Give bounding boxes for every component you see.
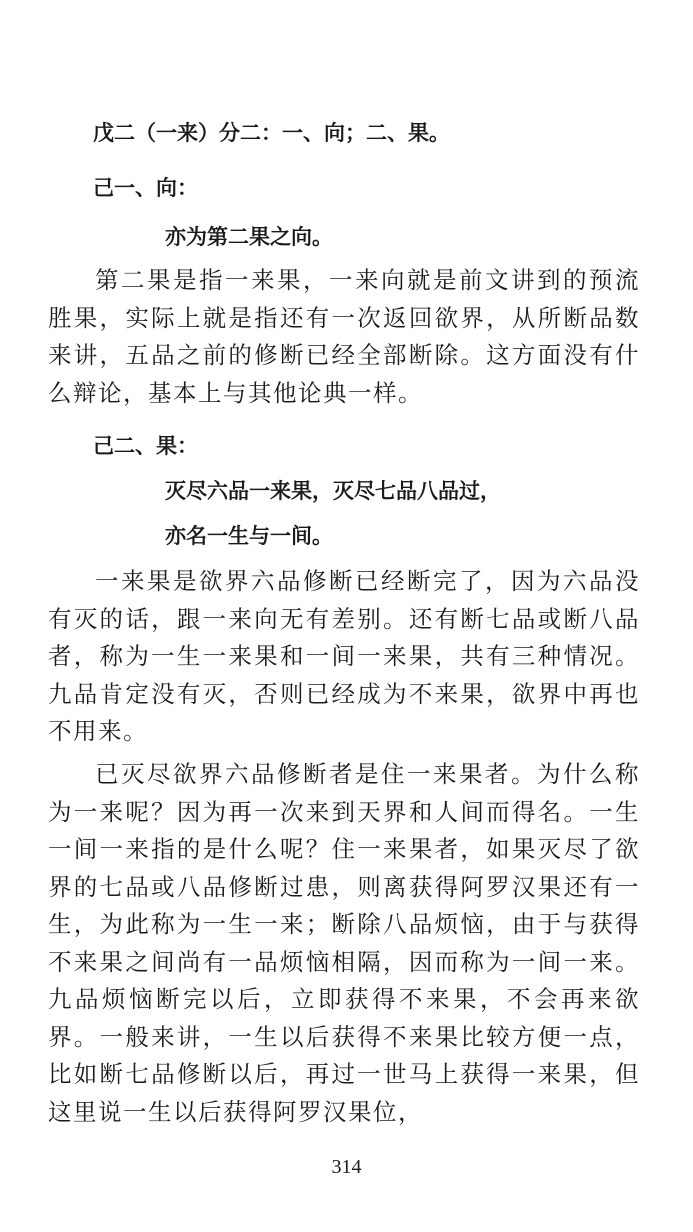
verse-line-xiang: 亦为第二果之向。	[165, 225, 333, 249]
paragraph-guo-1: 一来果是欲界六品修断已经断完了，因为六品没有灭的话，跟一来向无有差别。还有断七品或断八品者，称为一生一来果和一间一来果，共有三种情况。九品肯定没有灭，否则已经成为不来果，欲界中再也不用来。	[48, 567, 640, 745]
verse-line-guo-2: 亦名一生与一间。	[165, 524, 333, 548]
verse-line-guo-1: 灭尽六品一来果，灭尽七品八品过，	[165, 479, 501, 503]
subsection-heading-guo: 己二、果：	[93, 434, 198, 458]
paragraph-guo-2: 已灭尽欲界六品修断者是住一来果者。为什么称为一来呢？因为再一次来到天界和人间而得名。一生一间一来指的是什么呢？住一来果者，如果灭尽了欲界的七品或八品修断过患，则离获得阿罗汉果还有一生，为此称为一生一来；断除八品烦恼，由于与获得不来果之间尚有一品烦恼相隔，因而称为一间一来。九品烦恼断完以后，立即获得不来果，不会再来欲界。一般来讲，一生以后获得不来果比较方便一点，比如断七品修断以后，再过一世马上获得一来果，但这里说一生以后获得阿罗汉果位，	[48, 760, 640, 1126]
paragraph-xiang: 第二果是指一来果，一来向就是前文讲到的预流胜果，实际上就是指还有一次返回欲界，从所断品数来讲，五品之前的修断已经全部断除。这方面没有什么辩论，基本上与其他论典一样。	[48, 266, 640, 407]
section-heading: 戊二（一来）分二：一、向；二、果。	[93, 121, 450, 145]
subsection-heading-xiang: 己一、向：	[93, 176, 198, 200]
page-number: 314	[331, 1156, 362, 1178]
